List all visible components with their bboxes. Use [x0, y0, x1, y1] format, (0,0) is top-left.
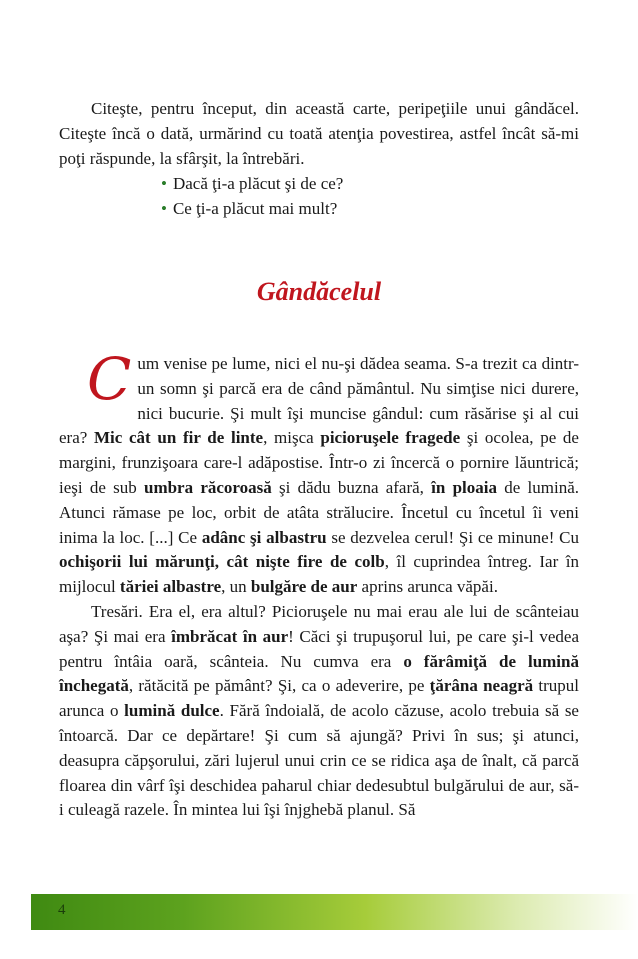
bold-phrase: Mic cât un fir de linte: [93, 428, 264, 448]
question-text: Ce ţi-a plăcut mai mult?: [172, 199, 338, 218]
page-number: 4: [58, 902, 66, 918]
bold-phrase: ochişorii lui mărunţi, cât nişte fire de colb: [59, 552, 385, 572]
text-run: um venise pe lume, nici el nu-şi dădea seama. S-a trezit ca dintr-un somn şi parcă era de când pământul. Nu simţise nici durere, nici bucurie. Şi mult îşi muncise gândul: cum răsărise şi al cui era?: [59, 354, 579, 448]
story-title: Gândăcelul: [256, 277, 382, 306]
text-run: şi ocolea, pe de margini, frunzişoara care-l adăpostise. Într-o zi încercă o pornire lăuntrică; ieşi de sub: [59, 428, 579, 497]
bold-phrase: bulgăre de aur: [250, 577, 358, 597]
bold-phrase: picioruşele fragede: [320, 428, 461, 448]
text-run: şi dădu buzna afară,: [271, 477, 432, 497]
question-item: [161, 171, 579, 196]
text-run: , îl cuprindea întreg. Iar în mijlocul: [59, 552, 579, 597]
text-run: de lumină. Atunci rămase pe loc, orbit de atâta strălucire. Încetul cu încetul îi veni inima la loc. [...] Ce: [59, 477, 579, 547]
question-text: Dacă ţi-a plăcut şi de ce?: [172, 174, 344, 193]
story-paragraph-1: [59, 345, 580, 600]
bold-phrase: îmbrăcat în aur: [171, 626, 289, 646]
text-run: , un: [221, 577, 251, 597]
bold-phrase: ţărâna neagră: [429, 676, 534, 696]
question-list: [59, 171, 579, 221]
story-paragraph-2: [59, 600, 579, 823]
bullet-icon: •: [161, 174, 167, 193]
bold-phrase: tăriei albastre: [119, 577, 222, 597]
text-run: , rătăcită pe pământ? Şi, ca o adeverire, pe: [128, 676, 430, 696]
question-item: [161, 196, 579, 221]
text-run: Tresări. Era el, era altul? Picioruşele nu mai erau ale lui de scânteiau aşa? Şi mai era: [59, 601, 579, 646]
intro-paragraph: Citeşte, pentru început, din această carte, peripeţiile unui gândăcel. Citeşte încă o dată, urmărind cu toată atenţia povestirea, astfel încât să-mi poţi răspunde, la sfârşit, la întrebări.: [59, 99, 579, 168]
bold-phrase: în ploaia: [431, 477, 497, 497]
paragraph-1-text: [59, 345, 580, 597]
bullet-icon: •: [161, 199, 167, 218]
drop-cap: C: [87, 345, 132, 413]
bold-phrase: adânc şi albastru: [201, 527, 327, 547]
text-run: aprins arunca văpăi.: [357, 577, 498, 597]
footer-band: [31, 894, 638, 930]
bold-phrase: lumină dulce: [124, 701, 220, 721]
text-run: se dezvelea cerul! Şi ce minune! Cu: [326, 527, 580, 547]
intro-section: [59, 96, 579, 221]
text-run: ! Căci şi trupuşorul lui, pe care şi-l vedea pentru întâia oară, scânteia. Nu cumva era: [59, 626, 579, 671]
bold-phrase: o fărâmiţă de lumină închegată: [59, 651, 579, 696]
paragraph-2-text: [59, 602, 579, 819]
bold-phrase: umbra răcoroasă: [143, 477, 272, 497]
text-run: . Fără îndoială, de acolo căzuse, acolo trebuia să se întoarcă. Dar ce depărtare! Şi cum să ajungă? Privi în sus; şi atunci, deasupra căpşorului, zări lujerul unui crin ce se ridica aşa de înalt, că parcă floarea din vârf îşi deschidea paharul chiar dedesubtul bulgărului de aur, să-i culeagă razele. În mintea lui îşi înjghebă planul. Să: [59, 701, 579, 820]
text-run: trupul arunca o: [59, 676, 579, 721]
story-body: [59, 345, 580, 823]
text-run: , mişca: [263, 428, 321, 448]
